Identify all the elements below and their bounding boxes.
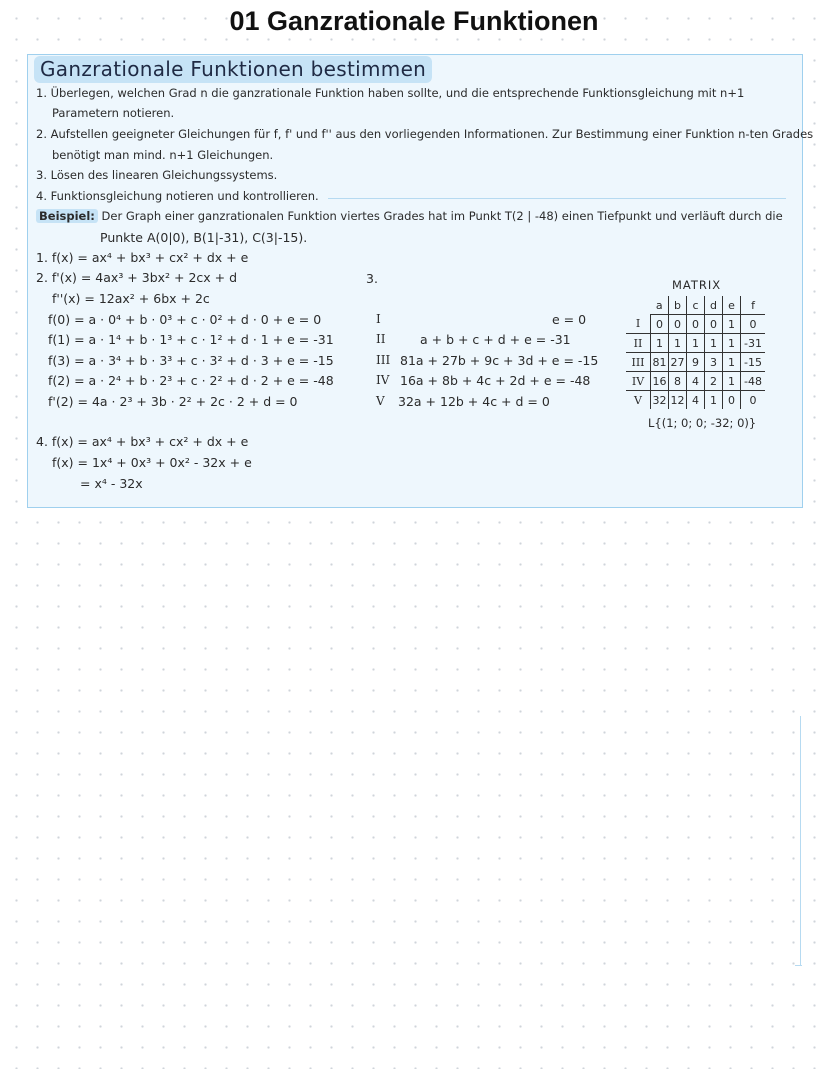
margin-line-foot [795,965,802,966]
matrix-table [626,296,765,409]
system-roman: III [376,353,391,367]
matrix-cell: 4 [687,372,705,391]
matrix-cell: 1 [723,334,741,353]
section-title: Ganzrationale Funktionen bestimmen [34,56,432,83]
matrix-header-cell: a [651,296,669,315]
matrix-cell: 16 [651,372,669,391]
matrix-cell: 1 [705,391,723,410]
example-label: Beispiel: [36,209,98,223]
matrix-solution: L{(1; 0; 0; -32; 0)} [648,416,757,430]
matrix-row-label: II [626,334,651,353]
matrix-corner [626,296,651,315]
matrix-cell: 27 [669,353,687,372]
final-line-2: f(x) = 1x⁴ + 0x³ + 0x² - 32x + e [52,455,252,470]
matrix-row-label: V [626,391,651,410]
matrix-cell: 81 [651,353,669,372]
matrix-cell: 0 [723,391,741,410]
matrix-cell: -31 [741,334,766,353]
step-number: 2. [36,127,47,141]
matrix-cell: 8 [669,372,687,391]
matrix-header-cell: e [723,296,741,315]
matrix-cell: 1 [651,334,669,353]
margin-line [800,716,801,966]
step-3 [36,168,277,182]
matrix-cell: 32 [651,391,669,410]
example-statement [36,209,783,223]
matrix-cell: 4 [687,391,705,410]
system-roman: I [376,312,381,326]
final-line-1: 4. f(x) = ax⁴ + bx³ + cx² + dx + e [36,434,249,449]
matrix-cell: 1 [669,334,687,353]
divider-line [328,198,786,199]
step-text: Lösen des linearen Gleichungssystems. [50,168,278,182]
step-text: Überlegen, welchen Grad n die ganzrationale Funktion haben sollte, und die entsprechende Funktionsgleichung mit n+1 [50,86,745,100]
system-equation: 16a + 8b + 4c + 2d + e = -48 [400,373,591,388]
matrix-cell: 1 [723,315,741,334]
matrix-row-label: I [626,315,651,334]
system-roman: V [376,394,385,408]
system-equation: 32a + 12b + 4c + d = 0 [398,394,550,409]
matrix-cell: 0 [651,315,669,334]
work-line-7: f(2) = a · 2⁴ + b · 2³ + c · 2² + d · 2 + e = -48 [48,373,334,388]
work-line-1: 1. f(x) = ax⁴ + bx³ + cx² + dx + e [36,250,249,265]
matrix-row [626,315,765,334]
matrix-cell: -15 [741,353,766,372]
matrix-cell: 0 [687,315,705,334]
work-line-8: f'(2) = 4a · 2³ + 3b · 2² + 2c · 2 + d = 0 [48,394,298,409]
step-4 [36,189,319,203]
step-text: Aufstellen geeigneter Gleichungen für f, f' und f'' aus den vorliegenden Informationen. Zur Bestimmung einer Funktion n-ten Grades [50,127,814,141]
work-line-2: 2. f'(x) = 4ax³ + 3bx² + 2cx + d [36,270,238,285]
page-title: 01 Ganzrationale Funktionen [229,6,599,36]
step-1 [36,86,744,100]
matrix-header-row [626,296,765,315]
work-line-3: f''(x) = 12ax² + 6bx + 2c [52,291,210,306]
matrix-header-cell: d [705,296,723,315]
system-equation: a + b + c + d + e = -31 [420,332,571,347]
system-roman: II [376,332,386,346]
matrix-row [626,391,765,410]
system-equation: e = 0 [552,312,587,327]
step-2 [36,127,813,141]
matrix-header-cell: f [741,296,766,315]
final-line-3: = x⁴ - 32x [80,476,143,491]
matrix-header-cell: c [687,296,705,315]
example-text: Der Graph einer ganzrationalen Funktion viertes Grades hat im Punkt T(2 | -48) einen Tiefpunkt und verläuft durch die [101,209,783,223]
system-label: 3. [366,271,378,286]
example-points: Punkte A(0|0), B(1|-31), C(3|-15). [100,230,308,245]
matrix-header-cell: b [669,296,687,315]
work-line-5: f(1) = a · 1⁴ + b · 1³ + c · 1² + d · 1 + e = -31 [48,332,334,347]
matrix-cell: 0 [741,315,766,334]
matrix-cell: 0 [705,315,723,334]
matrix-cell: 0 [669,315,687,334]
work-line-6: f(3) = a · 3⁴ + b · 3³ + c · 3² + d · 3 + e = -15 [48,353,334,368]
matrix-row-label: III [626,353,651,372]
step-1-continued: Parametern notieren. [52,106,175,120]
matrix-cell: 3 [705,353,723,372]
matrix-cell: 1 [705,334,723,353]
matrix-row [626,334,765,353]
matrix-row [626,353,765,372]
step-number: 1. [36,86,47,100]
matrix-row-label: IV [626,372,651,391]
matrix-row [626,372,765,391]
system-roman: IV [376,373,390,387]
matrix-cell: 1 [723,372,741,391]
step-text: Funktionsgleichung notieren und kontrollieren. [50,189,319,203]
matrix-cell: 1 [687,334,705,353]
step-2-continued: benötigt man mind. n+1 Gleichungen. [52,148,274,162]
step-number: 3. [36,168,47,182]
matrix-cell: -48 [741,372,766,391]
step-number: 4. [36,189,47,203]
matrix-cell: 0 [749,393,757,407]
matrix-cell: 1 [723,353,741,372]
matrix-label: MATRIX [672,278,722,292]
matrix-cell: 9 [687,353,705,372]
matrix-cell: 2 [705,372,723,391]
matrix-cell: 12 [669,391,687,410]
work-line-4: f(0) = a · 0⁴ + b · 0³ + c · 0² + d · 0 + e = 0 [48,312,322,327]
system-equation: 81a + 27b + 9c + 3d + e = -15 [400,353,599,368]
